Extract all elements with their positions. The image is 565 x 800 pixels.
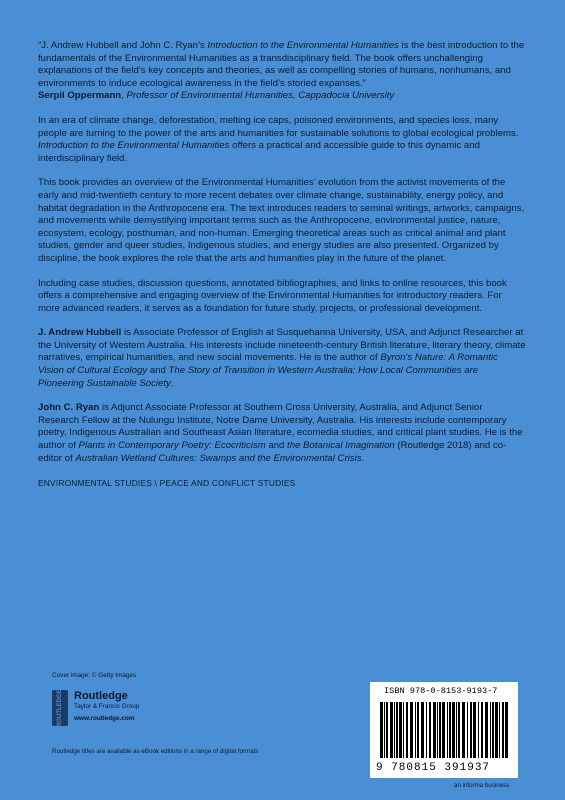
publisher-name: Routledge: [74, 690, 128, 702]
cover-credit: Cover image: © Getty Images: [52, 672, 137, 679]
barcode-bars-icon: [378, 702, 510, 760]
quote-book-title: Introduction to the Environmental Humanities: [207, 40, 399, 51]
resources-paragraph: Including case studies, discussion questions, annotated bibliographies, and links to online resources, this book offers a comprehensive and engaging overview of the Environmental Humanities for introductory readers. For more advanced readers, it serves as a foundation for future study, projects, or professional development.: [38, 277, 507, 314]
author-bio-ryan: John C. Ryan is Adjunct Associate Professor at Southern Cross University, Australia, and Adjunct Senior Research Fellow at the Nulungu Institute, Notre Dame University, Australia. His interests include contemporary poetry, Indigenous Australian and Southeast Asian literature, ecomedia studies, and critical plant studies. He is the author of Plants in Contemporary Poetry: Ecocriticism and the Botanical Imagination (Routledge 2018) and co-editor of Australian Wetland Cultures: Swamps and the Environmental Crisis.: [38, 402, 523, 464]
isbn-label: ISBN 978-0-8153-9193-7: [384, 686, 498, 696]
back-cover-text: [38, 40, 526, 502]
author-name: John C. Ryan: [38, 402, 100, 414]
informa-note: an informa business: [454, 782, 510, 789]
quote-text-end: is the best introduction to the fundamentals of the Environmental Humanities as a transdisciplinary field. The book offers unchallenging explanations of the field’s key concepts and theories, as well as compelling stories of humans, nonhumans, and environments to induce ecological awareness in the field’s storied expanses.”: [38, 40, 525, 89]
barcode: [370, 682, 518, 778]
quote-text: “J. Andrew Hubbell and John C. Ryan’s: [38, 40, 208, 51]
barcode-digits: 9 780815 391937: [376, 762, 491, 774]
publisher-block: [52, 690, 139, 734]
author-name: J. Andrew Hubbell: [38, 327, 122, 339]
author-bio-hubbell: J. Andrew Hubbell is Associate Professor of English at Susquehanna University, USA, and Adjunct Researcher at the University of Western Australia. His interests include nineteenth-century British literature, literary theory, climate narratives, empirical humanities, and new social movements. He is the author of Byron’s Nature: A Romantic Vision of Cultural Ecology and The Story of Transition in Western Australia: How Local Communities are Pioneering Sustainable Society.: [38, 327, 526, 389]
quote-author: Serpil Oppermann: [38, 90, 122, 102]
intro-paragraph: In an era of climate change, deforestation, melting ice caps, poisoned environments, and species loss, many people are turning to the power of the arts and humanities for sustainable solutions to global ecological problems. Introduction to the Environmental Humanities offers a practical and accessible guide to this dynamic and interdisciplinary field.: [38, 114, 519, 164]
publisher-group: Taylor & Francis Group: [74, 703, 140, 710]
routledge-logo-icon: ROUTLEDGE: [52, 690, 68, 726]
endorsement-quote: “J. Andrew Hubbell and John C. Ryan’s Introduction to the Environmental Humanities is the best introduction to the fundamentals of the Environmental Humanities as a transdisciplinary field. The book offers unchallenging explanations of the field’s key concepts and theories, as well as compelling stories of humans, nonhumans, and environments to induce ecological awareness in the field’s storied expanses.” Serpil Oppermann, Professor of Environmental Humanities, Cappadocia University: [38, 40, 525, 102]
intro-book-title: Introduction to the Environmental Humanities: [38, 140, 230, 152]
overview-paragraph: This book provides an overview of the Environmental Humanities’ evolution from the activist movements of the early and mid-twentieth century to more recent debates over climate change, sustainability, energy policy, and habitat degradation in the Anthropocene era. The text introduces readers to seminal writings, artworks, campaigns, and movements while demystifying important terms such as the Anthropocene, environmental justice, nature, ecosystem, ecology, posthuman, and non-human. Emerging theoretical areas such as critical animal and plant studies, gender and queer studies, Indigenous studies, and energy studies are also presented. Organized by discipline, the book explores the role that the arts and humanities play in the future of the planet.: [38, 177, 525, 264]
publisher-url: www.routledge.com: [74, 715, 135, 722]
subject-category: ENVIRONMENTAL STUDIES \ PEACE AND CONFLICT STUDIES: [38, 478, 296, 489]
ebook-note: Routledge titles are available as eBook editions in a range of digital formats: [52, 748, 259, 755]
quote-affiliation: Professor of Environmental Humanities, Cappadocia University: [126, 90, 395, 102]
